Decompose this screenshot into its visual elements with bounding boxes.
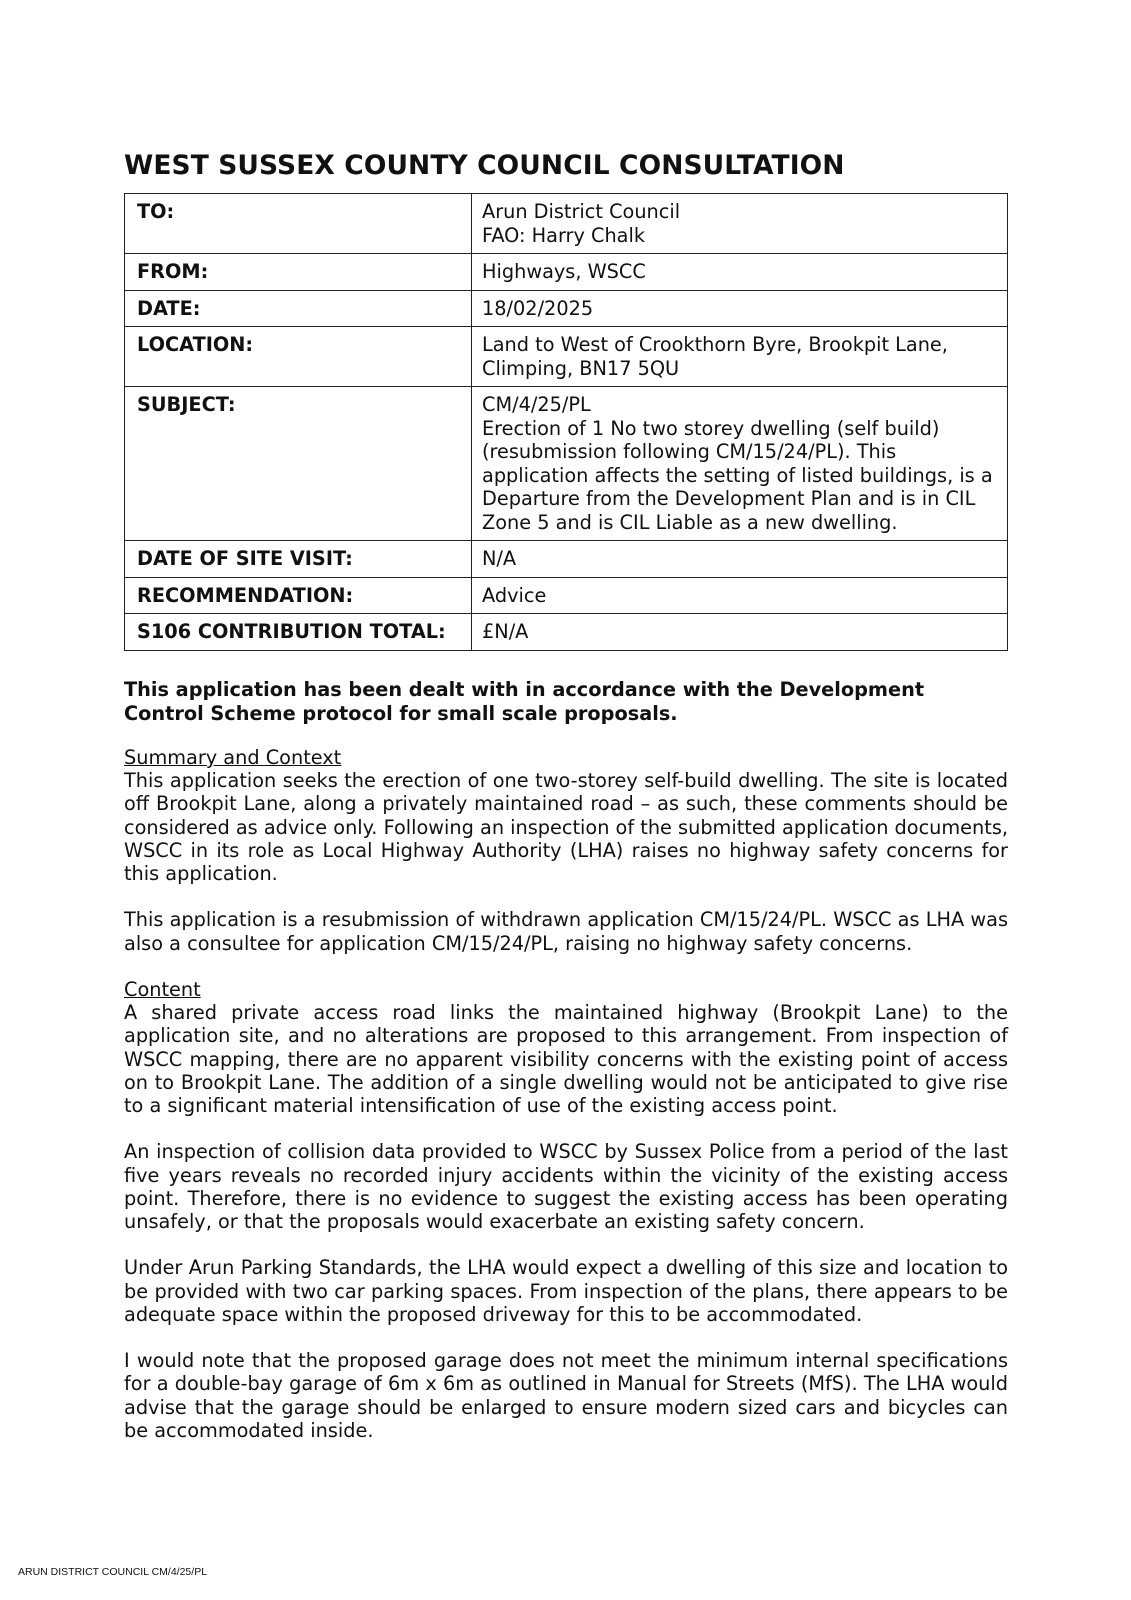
table-row-recommendation [125,577,1008,614]
subject-description: Erection of 1 No two storey dwelling (self build) (resubmission following CM/15/24/PL). This application affects the setting of listed buildings, is a Departure from the Development Plan and is in CIL Zone 5 and is CIL Liable as a new dwelling. [482,416,993,534]
summary-paragraph-2: This application is a resubmission of withdrawn application CM/15/24/PL. WSCC as LHA was also a consultee for application CM/15/24/PL, raising no highway safety concerns. [124,908,1008,955]
content-paragraph-1: A shared private access road links the maintained highway (Brookpit Lane) to the application site, and no alterations are proposed to this arrangement. From inspection of WSCC mapping, there are no apparent visibility concerns with the existing point of access on to Brookpit Lane. The addition of a single dwelling would not be anticipated to give rise to a significant material intensification of use of the existing access point. [124,1001,1008,1118]
table-row-date [125,290,1008,327]
table-row-from [125,254,1008,291]
row-label-s106: S106 CONTRIBUTION TOTAL: [125,614,472,651]
table-row-s106 [125,614,1008,651]
table-row-location [125,327,1008,387]
protocol-notice: This application has been dealt with in accordance with the Development Control Scheme protocol for small scale proposals. [124,678,925,725]
row-value-date: 18/02/2025 [472,290,1008,327]
row-label-location: LOCATION: [125,327,472,387]
row-label-from: FROM: [125,254,472,291]
summary-paragraph-1: This application seeks the erection of one two-storey self-build dwelling. The site is located off Brookpit Lane, along a privately maintained road – as such, these comments should be considered as advice only. Following an inspection of the submitted application documents, WSCC in its role as Local Highway Authority (LHA) raises no highway safety concerns for this application. [124,769,1008,886]
row-value-from: Highways, WSCC [472,254,1008,291]
content-paragraph-3: Under Arun Parking Standards, the LHA would expect a dwelling of this size and location to be provided with two car parking spaces. From inspection of the plans, there appears to be adequate space within the proposed driveway for this to be accommodated. [124,1256,1008,1326]
row-label-subject: SUBJECT: [125,387,472,541]
table-row-subject [125,387,1008,541]
footer-reference: ARUN DISTRICT COUNCIL CM/4/25/PL [18,1566,208,1578]
row-value-s106: £N/A [472,614,1008,651]
document-title: WEST SUSSEX COUNTY COUNCIL CONSULTATION [124,150,845,181]
content-paragraph-4: I would note that the proposed garage does not meet the minimum internal specifications for a double-bay garage of 6m x 6m as outlined in Manual for Streets (MfS). The LHA would advise that the garage should be enlarged to ensure modern sized cars and bicycles can be accommodated inside. [124,1349,1008,1442]
row-label-site-visit: DATE OF SITE VISIT: [125,541,472,578]
row-value-recommendation: Advice [472,577,1008,614]
consultation-table [124,193,1008,651]
row-label-to: TO: [125,194,472,254]
content-heading: Content [124,978,201,1001]
to-line-council: Arun District Council [482,200,681,223]
table-row-site-visit [125,541,1008,578]
report-body [124,746,1008,1442]
content-paragraph-2: An inspection of collision data provided to WSCC by Sussex Police from a period of the last five years reveals no recorded injury accidents within the vicinity of the existing access point. Therefore, there is no evidence to suggest the existing access has been operating unsafely, or that the proposals would exacerbate an existing safety concern. [124,1140,1008,1234]
table-row-to [125,194,1008,254]
row-value-site-visit: N/A [472,541,1008,578]
subject-reference: CM/4/25/PL [482,393,591,416]
row-label-recommendation: RECOMMENDATION: [125,577,472,614]
row-value-to [472,194,1008,254]
row-value-location: Land to West of Crookthorn Byre, Brookpit Lane, Climping, BN17 5QU [472,327,1008,387]
row-label-date: DATE: [125,290,472,327]
row-value-subject [472,387,1008,541]
summary-heading: Summary and Context [124,746,342,769]
to-line-fao: FAO: Harry Chalk [482,223,646,247]
